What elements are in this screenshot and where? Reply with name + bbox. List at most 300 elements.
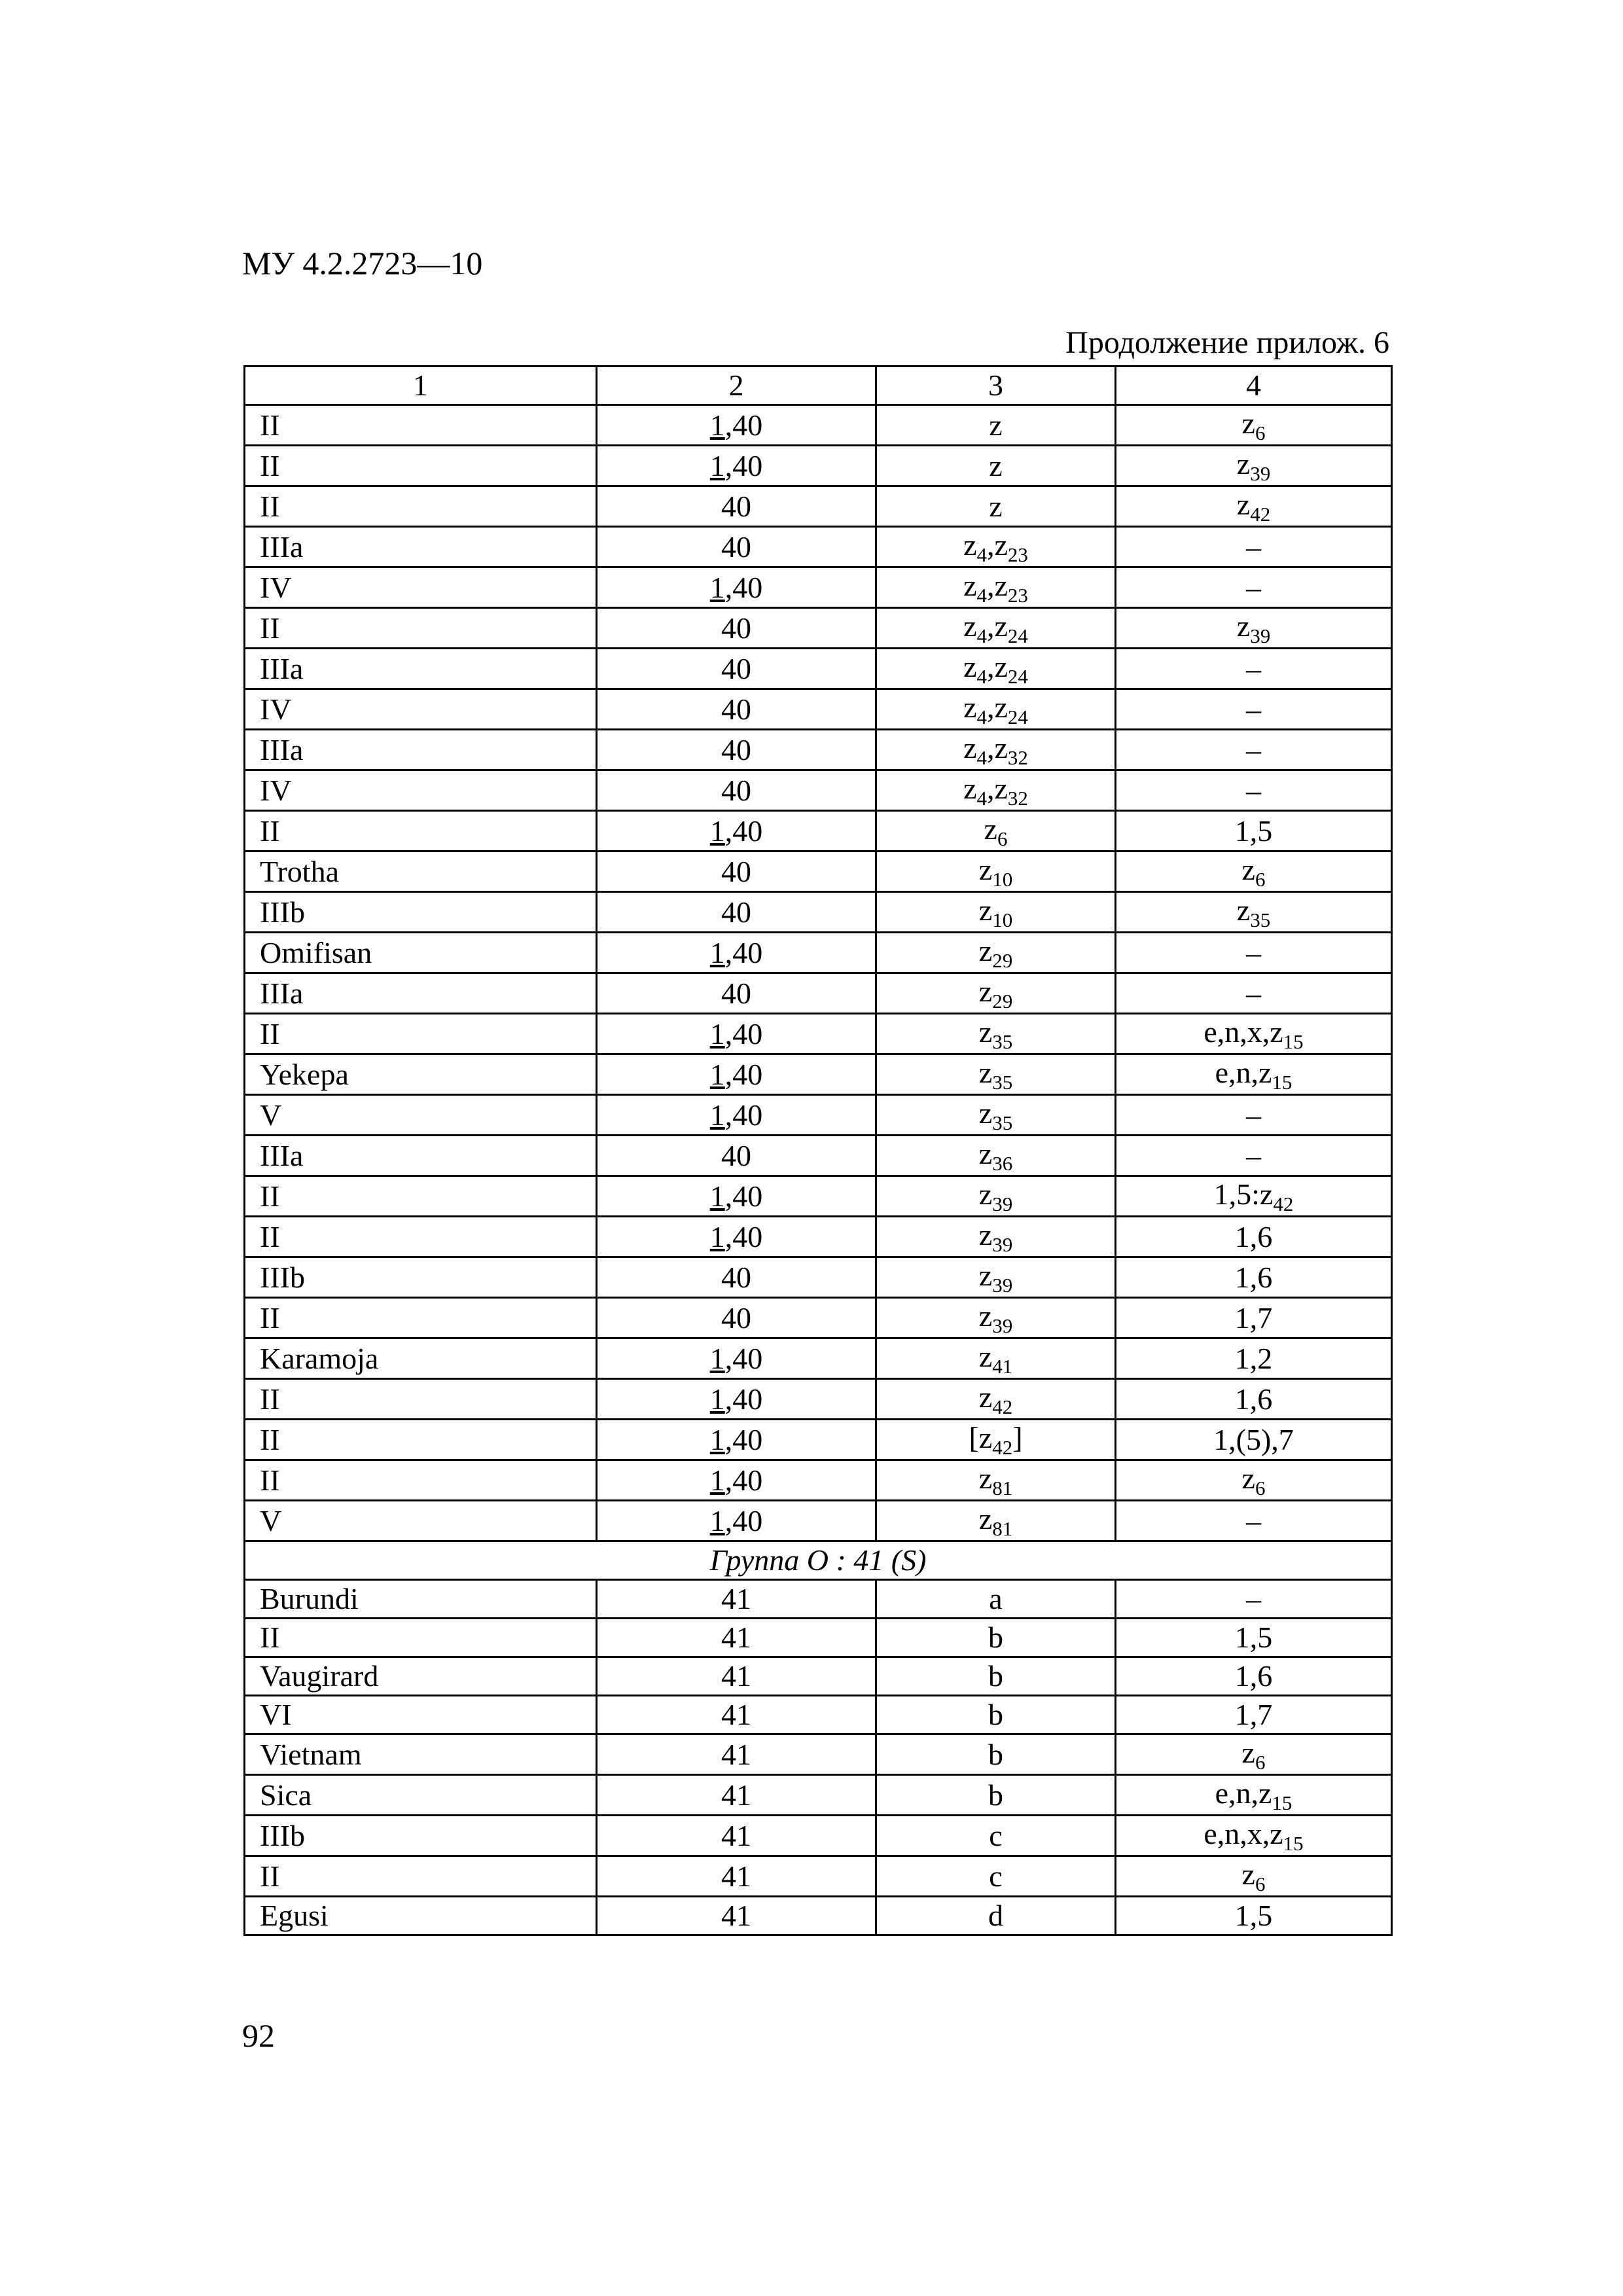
cell-text: –	[1246, 976, 1261, 1010]
cell-text: z	[1236, 893, 1251, 927]
cell-text: z	[978, 934, 993, 967]
cell-text: ,40	[724, 814, 763, 848]
h-antigen-phase1-cell	[876, 1856, 1116, 1897]
cell-text: z	[978, 1015, 993, 1049]
cell-subscript: 6	[1255, 1751, 1266, 1774]
serovar-name-cell: II	[245, 1379, 597, 1420]
cell-subscript: 4	[976, 624, 987, 647]
h-antigen-phase2-cell	[1116, 567, 1392, 608]
cell-text: ]	[1012, 1421, 1023, 1454]
h-antigen-phase2-cell	[1116, 1420, 1392, 1460]
o-antigen-cell	[597, 1338, 876, 1379]
cell-text: 40	[721, 976, 751, 1010]
cell-text: 1,5	[1234, 814, 1273, 848]
cell-text: 40	[721, 773, 751, 807]
cell-text: 1,5	[1234, 1899, 1273, 1932]
table-row	[245, 608, 1392, 649]
h-antigen-phase1-cell	[876, 811, 1116, 852]
o-antigen-cell	[597, 1054, 876, 1095]
cell-text: z	[978, 1056, 993, 1089]
h-antigen-phase1-cell	[876, 892, 1116, 933]
cell-text: –	[1246, 529, 1261, 564]
cell-text: e,n,z	[1215, 1056, 1272, 1089]
cell-text: –	[1246, 1503, 1261, 1537]
cell-text: 1,2	[1234, 1341, 1273, 1375]
cell-text: –	[1246, 692, 1261, 726]
table-row	[245, 1856, 1392, 1897]
o-antigen-cell	[597, 649, 876, 689]
h-antigen-phase2-cell	[1116, 527, 1392, 567]
cell-text: 41	[721, 1698, 751, 1731]
table-row	[245, 1298, 1392, 1338]
h-antigen-phase2-cell	[1116, 770, 1392, 811]
serovar-name-cell: II	[245, 1014, 597, 1054]
column-header-3: 3	[876, 367, 1116, 405]
cell-subscript: 4	[976, 584, 987, 607]
serovar-name-cell: Omifisan	[245, 933, 597, 973]
document-code: МУ 4.2.2723—10	[242, 245, 483, 281]
cell-underlined-text: 1	[709, 1382, 725, 1416]
cell-text: z	[978, 893, 993, 927]
group-row	[245, 1541, 1392, 1580]
o-antigen-cell	[597, 405, 876, 446]
cell-subscript: 39	[992, 1314, 1013, 1337]
serovar-name-cell: II	[245, 1420, 597, 1460]
cell-text: ,z	[987, 650, 1008, 683]
h-antigen-phase1-cell	[876, 1379, 1116, 1420]
serovar-name-cell: II	[245, 486, 597, 527]
cell-text: [z	[969, 1421, 993, 1454]
cell-text: ,40	[724, 1422, 763, 1456]
o-antigen-cell	[597, 1856, 876, 1897]
h-antigen-phase1-cell	[876, 1501, 1116, 1541]
cell-subscript: 41	[992, 1355, 1013, 1378]
cell-text: z	[989, 489, 1003, 523]
h-antigen-phase2-cell	[1116, 446, 1392, 486]
table-row	[245, 1619, 1392, 1657]
h-antigen-phase1-cell	[876, 689, 1116, 730]
cell-text: z	[978, 1218, 993, 1251]
cell-text: ,40	[724, 1463, 763, 1497]
o-antigen-cell	[597, 527, 876, 567]
cell-subscript: 6	[997, 827, 1008, 850]
h-antigen-phase1-cell	[876, 567, 1116, 608]
cell-text: z	[978, 1177, 993, 1211]
cell-text: 41	[721, 1818, 751, 1852]
serovar-name-cell: IIIa	[245, 527, 597, 567]
cell-text: z	[978, 1096, 993, 1130]
cell-subscript: 29	[992, 990, 1013, 1013]
cell-text: 41	[721, 1582, 751, 1615]
cell-text: a	[989, 1582, 1003, 1615]
h-antigen-phase1-cell	[876, 1775, 1116, 1816]
table-row	[245, 567, 1392, 608]
serovar-name-cell: V	[245, 1095, 597, 1136]
serovar-name-cell: IV	[245, 689, 597, 730]
h-antigen-phase1-cell	[876, 1696, 1116, 1734]
cell-subscript: 24	[1007, 624, 1028, 647]
cell-text: b	[988, 1778, 1003, 1812]
cell-text: ,40	[724, 1016, 763, 1050]
table-row	[245, 1054, 1392, 1095]
h-antigen-phase1-cell	[876, 1619, 1116, 1657]
h-antigen-phase1-cell	[876, 486, 1116, 527]
cell-subscript: 35	[992, 1111, 1013, 1134]
cell-subscript: 42	[992, 1395, 1013, 1418]
table-row	[245, 649, 1392, 689]
o-antigen-cell	[597, 446, 876, 486]
serovar-name-cell: II	[245, 1619, 597, 1657]
h-antigen-phase1-cell	[876, 1014, 1116, 1054]
h-antigen-phase1-cell	[876, 1816, 1116, 1856]
cell-underlined-text: 1	[709, 1341, 725, 1375]
h-antigen-phase1-cell	[876, 1298, 1116, 1338]
table-row	[245, 1136, 1392, 1176]
cell-subscript: 23	[1007, 543, 1028, 566]
cell-text: ,z	[987, 609, 1008, 643]
h-antigen-phase2-cell	[1116, 1136, 1392, 1176]
cell-text: b	[988, 1659, 1003, 1693]
cell-text: ,40	[724, 1179, 763, 1213]
serovar-name-cell: II	[245, 608, 597, 649]
cell-subscript: 29	[992, 949, 1013, 972]
cell-subscript: 32	[1007, 787, 1028, 810]
h-antigen-phase2-cell	[1116, 1856, 1392, 1897]
cell-underlined-text: 1	[709, 570, 725, 604]
o-antigen-cell	[597, 1580, 876, 1619]
cell-subscript: 6	[1255, 422, 1266, 444]
o-antigen-cell	[597, 1696, 876, 1734]
table-row	[245, 1095, 1392, 1136]
h-antigen-phase1-cell	[876, 1095, 1116, 1136]
serovar-name-cell: IIIa	[245, 1136, 597, 1176]
group-heading: Группа O : 41 (S)	[245, 1541, 1392, 1580]
h-antigen-phase2-cell	[1116, 689, 1392, 730]
cell-text: –	[1246, 935, 1261, 969]
serovar-name-cell: Sica	[245, 1775, 597, 1816]
h-antigen-phase2-cell	[1116, 973, 1392, 1014]
cell-text: z	[1241, 853, 1255, 886]
serovar-name-cell: II	[245, 1460, 597, 1501]
h-antigen-phase2-cell	[1116, 1379, 1392, 1420]
cell-subscript: 81	[992, 1477, 1013, 1499]
h-antigen-phase2-cell	[1116, 933, 1392, 973]
serovar-name-cell: II	[245, 1217, 597, 1257]
table-header-row	[245, 367, 1392, 405]
cell-text: d	[988, 1899, 1003, 1932]
cell-text: 40	[721, 895, 751, 929]
h-antigen-phase2-cell	[1116, 1619, 1392, 1657]
cell-subscript: 4	[976, 746, 987, 769]
cell-text: ,40	[724, 1219, 763, 1253]
table-row	[245, 1460, 1392, 1501]
o-antigen-cell	[597, 892, 876, 933]
cell-subscript: 15	[1283, 1030, 1304, 1053]
h-antigen-phase2-cell	[1116, 1580, 1392, 1619]
table-row	[245, 1379, 1392, 1420]
cell-text: z	[963, 650, 977, 683]
h-antigen-phase2-cell	[1116, 608, 1392, 649]
table-row	[245, 486, 1392, 527]
serovar-name-cell: IIIb	[245, 892, 597, 933]
serovar-name-cell: Egusi	[245, 1897, 597, 1935]
cell-text: ,40	[724, 570, 763, 604]
cell-text: z	[1236, 609, 1251, 643]
table-row	[245, 1775, 1392, 1816]
table-row	[245, 1897, 1392, 1935]
cell-underlined-text: 1	[709, 408, 725, 442]
h-antigen-phase2-cell	[1116, 1460, 1392, 1501]
cell-text: z	[1236, 447, 1251, 480]
cell-text: z	[984, 812, 997, 846]
table-row	[245, 1501, 1392, 1541]
cell-text: z	[978, 1340, 993, 1373]
o-antigen-cell	[597, 811, 876, 852]
cell-text: z	[963, 569, 977, 602]
cell-text: z	[1241, 1462, 1255, 1495]
h-antigen-phase2-cell	[1116, 1897, 1392, 1935]
h-antigen-phase2-cell	[1116, 1696, 1392, 1734]
table-row	[245, 1657, 1392, 1696]
cell-text: e,n,x,z	[1204, 1015, 1283, 1049]
cell-text: c	[989, 1859, 1003, 1893]
o-antigen-cell	[597, 689, 876, 730]
cell-subscript: 35	[1250, 908, 1271, 931]
cell-subscript: 23	[1007, 584, 1028, 607]
cell-text: ,40	[724, 1057, 763, 1091]
o-antigen-cell	[597, 1095, 876, 1136]
table-row	[245, 1420, 1392, 1460]
h-antigen-phase2-cell	[1116, 1298, 1392, 1338]
cell-text: 40	[721, 1260, 751, 1294]
cell-subscript: 24	[1007, 665, 1028, 688]
cell-text: 40	[721, 692, 751, 726]
cell-underlined-text: 1	[709, 1219, 725, 1253]
cell-text: ,40	[724, 448, 763, 482]
h-antigen-phase1-cell	[876, 730, 1116, 770]
o-antigen-cell	[597, 1501, 876, 1541]
h-antigen-phase2-cell	[1116, 1734, 1392, 1775]
o-antigen-cell	[597, 1298, 876, 1338]
h-antigen-phase2-cell	[1116, 1816, 1392, 1856]
cell-text: z	[963, 772, 977, 805]
cell-text: –	[1246, 773, 1261, 807]
cell-text: 40	[721, 854, 751, 888]
cell-text: z	[1241, 406, 1255, 440]
serovar-name-cell: V	[245, 1501, 597, 1541]
h-antigen-phase2-cell	[1116, 730, 1392, 770]
cell-text: z	[978, 1299, 993, 1333]
cell-subscript: 39	[1250, 624, 1271, 647]
serovar-name-cell: IIIa	[245, 730, 597, 770]
cell-text: z	[963, 691, 977, 724]
h-antigen-phase2-cell	[1116, 649, 1392, 689]
cell-text: ,z	[987, 528, 1008, 562]
cell-text: z	[963, 731, 977, 764]
cell-text: 40	[721, 611, 751, 645]
cell-text: –	[1246, 1098, 1261, 1132]
cell-text: z	[978, 1380, 993, 1414]
serovar-name-cell: II	[245, 1856, 597, 1897]
o-antigen-cell	[597, 1657, 876, 1696]
cell-subscript: 10	[992, 868, 1013, 891]
h-antigen-phase2-cell	[1116, 852, 1392, 892]
table-row	[245, 1816, 1392, 1856]
cell-text: 1,5:z	[1213, 1177, 1274, 1211]
serovar-name-cell: II	[245, 1298, 597, 1338]
cell-text: –	[1246, 570, 1261, 604]
h-antigen-phase2-cell	[1116, 1775, 1392, 1816]
cell-text: b	[988, 1621, 1003, 1654]
cell-subscript: 39	[992, 1233, 1013, 1256]
cell-subscript: 10	[992, 908, 1013, 931]
cell-text: z	[1241, 1857, 1255, 1891]
h-antigen-phase2-cell	[1116, 405, 1392, 446]
cell-subscript: 15	[1272, 1791, 1293, 1814]
h-antigen-phase1-cell	[876, 446, 1116, 486]
serovar-name-cell: Vaugirard	[245, 1657, 597, 1696]
cell-text: ,40	[724, 408, 763, 442]
cell-subscript: 6	[1255, 868, 1266, 891]
o-antigen-cell	[597, 730, 876, 770]
cell-text: b	[988, 1698, 1003, 1731]
h-antigen-phase2-cell	[1116, 1014, 1392, 1054]
cell-text: 41	[721, 1778, 751, 1812]
h-antigen-phase1-cell	[876, 933, 1116, 973]
cell-subscript: 4	[976, 706, 987, 728]
o-antigen-cell	[597, 1257, 876, 1298]
cell-text: 41	[721, 1899, 751, 1932]
cell-subscript: 39	[992, 1274, 1013, 1297]
cell-text: z	[1241, 1736, 1255, 1769]
o-antigen-cell	[597, 973, 876, 1014]
h-antigen-phase2-cell	[1116, 1338, 1392, 1379]
cell-text: z	[963, 609, 977, 643]
cell-subscript: 35	[992, 1071, 1013, 1094]
continuation-note: Продолжение прилож. 6	[1065, 325, 1389, 360]
cell-underlined-text: 1	[709, 1179, 725, 1213]
cell-underlined-text: 1	[709, 935, 725, 969]
cell-subscript: 4	[976, 787, 987, 810]
column-header-4: 4	[1116, 367, 1392, 405]
cell-subscript: 39	[1250, 462, 1271, 485]
o-antigen-cell	[597, 608, 876, 649]
cell-text: 41	[721, 1859, 751, 1893]
table-row	[245, 1014, 1392, 1054]
column-header-1: 1	[245, 367, 597, 405]
o-antigen-cell	[597, 1460, 876, 1501]
cell-underlined-text: 1	[709, 1503, 725, 1537]
cell-subscript: 42	[1250, 503, 1271, 526]
o-antigen-cell	[597, 1897, 876, 1935]
table-row	[245, 1338, 1392, 1379]
h-antigen-phase1-cell	[876, 1176, 1116, 1217]
table-row	[245, 770, 1392, 811]
cell-text: z	[989, 448, 1003, 482]
cell-text: –	[1246, 732, 1261, 766]
table-row	[245, 730, 1392, 770]
cell-text: 1,6	[1234, 1382, 1273, 1416]
h-antigen-phase2-cell	[1116, 1657, 1392, 1696]
table-row	[245, 892, 1392, 933]
h-antigen-phase2-cell	[1116, 1054, 1392, 1095]
page-number: 92	[242, 2017, 275, 2054]
serovar-name-cell: Trotha	[245, 852, 597, 892]
serovar-name-cell: IV	[245, 770, 597, 811]
table-row	[245, 1580, 1392, 1619]
h-antigen-phase1-cell	[876, 1217, 1116, 1257]
o-antigen-cell	[597, 1816, 876, 1856]
h-antigen-phase1-cell	[876, 1420, 1116, 1460]
h-antigen-phase1-cell	[876, 1734, 1116, 1775]
serovar-name-cell: IIIb	[245, 1816, 597, 1856]
o-antigen-cell	[597, 1176, 876, 1217]
cell-subscript: 24	[1007, 706, 1028, 728]
cell-subscript: 35	[992, 1030, 1013, 1053]
h-antigen-phase1-cell	[876, 1580, 1116, 1619]
h-antigen-phase1-cell	[876, 649, 1116, 689]
table-row	[245, 405, 1392, 446]
cell-subscript: 42	[1273, 1193, 1294, 1215]
table-row	[245, 446, 1392, 486]
cell-text: ,40	[724, 1503, 763, 1537]
o-antigen-cell	[597, 486, 876, 527]
cell-text: 40	[721, 489, 751, 523]
cell-text: 41	[721, 1737, 751, 1771]
h-antigen-phase1-cell	[876, 973, 1116, 1014]
cell-text: 41	[721, 1659, 751, 1693]
serovar-name-cell: IIIa	[245, 973, 597, 1014]
serovar-name-cell: II	[245, 446, 597, 486]
cell-text: ,z	[987, 772, 1008, 805]
serovar-name-cell: IIIb	[245, 1257, 597, 1298]
h-antigen-phase1-cell	[876, 1338, 1116, 1379]
cell-underlined-text: 1	[709, 1463, 725, 1497]
cell-text: z	[963, 528, 977, 562]
cell-text: e,n,x,z	[1204, 1817, 1283, 1850]
table-row	[245, 527, 1392, 567]
h-antigen-phase1-cell	[876, 1460, 1116, 1501]
cell-text: 1,7	[1234, 1698, 1273, 1731]
h-antigen-phase2-cell	[1116, 892, 1392, 933]
table-body	[245, 367, 1392, 1935]
table-row	[245, 1176, 1392, 1217]
h-antigen-phase1-cell	[876, 852, 1116, 892]
cell-underlined-text: 1	[709, 1098, 725, 1132]
table-row	[245, 1734, 1392, 1775]
cell-text: 40	[721, 529, 751, 564]
cell-subscript: 15	[1272, 1071, 1293, 1094]
cell-underlined-text: 1	[709, 814, 725, 848]
cell-subscript: 4	[976, 543, 987, 566]
cell-text: 40	[721, 732, 751, 766]
o-antigen-cell	[597, 852, 876, 892]
o-antigen-cell	[597, 1217, 876, 1257]
serovar-name-cell: II	[245, 405, 597, 446]
o-antigen-cell	[597, 1420, 876, 1460]
serovar-name-cell: Vietnam	[245, 1734, 597, 1775]
cell-text: 41	[721, 1621, 751, 1654]
cell-subscript: 6	[1255, 1873, 1266, 1895]
serovar-name-cell: VI	[245, 1696, 597, 1734]
cell-text: 1,6	[1234, 1219, 1273, 1253]
table-row	[245, 933, 1392, 973]
h-antigen-phase2-cell	[1116, 1176, 1392, 1217]
cell-text: –	[1246, 651, 1261, 685]
table-row	[245, 1696, 1392, 1734]
cell-underlined-text: 1	[709, 1422, 725, 1456]
serovar-name-cell: IIIa	[245, 649, 597, 689]
